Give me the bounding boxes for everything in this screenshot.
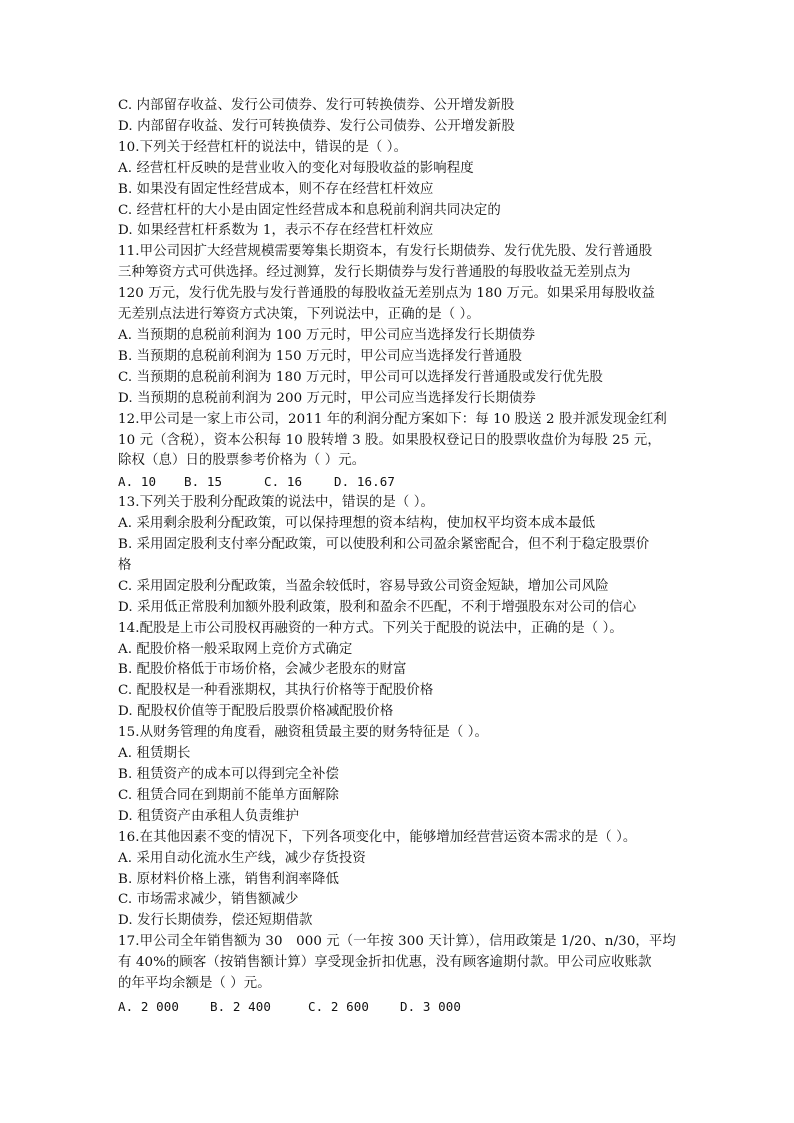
option-d: D. 如果经营杠杆系数为 1，表示不存在经营杠杆效应 — [118, 223, 434, 239]
option-c: C. 市场需求减少，销售额减少 — [118, 892, 299, 908]
option-a: A. 配股价格一般采取网上竞价方式确定 — [118, 641, 353, 657]
option-a: A. 采用自动化流水生产线，减少存货投资 — [118, 850, 366, 866]
text-line: 120 万元，发行优先股与发行普通股的每股收益无差别点为 180 万元。如果采用每股收益 — [118, 286, 655, 302]
option-a: A. 采用剩余股利分配政策，可以保持理想的资本结构，使加权平均资本成本最低 — [118, 516, 596, 532]
text-line: 格 — [118, 557, 132, 573]
option-b: B. 租赁资产的成本可以得到完全补偿 — [118, 767, 340, 782]
option-d: D. 发行长期债券，偿还短期借款 — [118, 913, 313, 929]
text-line: 除权（息）日的股票参考价格为（ ）元。 — [118, 453, 366, 469]
question-17: 17.甲公司全年销售额为 30 000 元（一年按 300 天计算），信用政策是 1/20、n/30，平均 — [118, 934, 676, 950]
question-12-options — [118, 472, 678, 493]
option-a: A. 租赁期长 — [118, 746, 191, 762]
option-b: B. 原材料价格上涨，销售利润率降低 — [118, 871, 340, 887]
question-11: 11.甲公司因扩大经营规模需要筹集长期资本，有发行长期债券、发行优先股、发行普通股 — [118, 244, 653, 260]
option-b: B. 15 — [184, 474, 223, 490]
text-line: D. 内部留存收益、发行可转换债券、发行公司债券、公开增发新股 — [118, 118, 515, 134]
question-13: 13.下列关于股利分配政策的说法中，错误的是（ ）。 — [118, 495, 435, 511]
option-d: D. 16.67 — [334, 474, 396, 490]
option-b: B. 如果没有固定性经营成本，则不存在经营杠杆效应 — [118, 181, 434, 197]
option-d: D. 当预期的息税前利润为 200 万元时，甲公司应当选择发行长期债券 — [118, 390, 536, 406]
question-16: 16.在其他因素不变的情况下，下列各项变化中，能够增加经营营运资本需求的是（ ）。 — [118, 829, 637, 845]
option-b: B. 2 400 — [210, 998, 272, 1014]
option-b: B. 采用固定股利支付率分配政策，可以使股利和公司盈余紧密配合，但不利于稳定股票价 — [118, 537, 650, 553]
text-line: 三种筹资方式可供选择。经过测算，发行长期债券与发行普通股的每股收益无差别点为 — [118, 265, 631, 281]
option-d: D. 租赁资产由承租人负责维护 — [118, 808, 299, 824]
option-a: A. 10 — [118, 474, 157, 490]
option-c: C. 当预期的息税前利润为 180 万元时，甲公司可以选择发行普通股或发行优先股 — [118, 369, 603, 385]
text-line: 的年平均余额是（ ）元。 — [118, 976, 271, 992]
option-c: C. 经营杠杆的大小是由固定性经营成本和息税前利润共同决定的 — [118, 202, 501, 218]
text-line: 无差别点法进行筹资方式决策，下列说法中，正确的是（ ）。 — [118, 307, 480, 323]
option-c: C. 2 600 — [308, 998, 370, 1014]
option-c: C. 配股权是一种看涨期权，其执行价格等于配股价格 — [118, 683, 434, 699]
text-line: 有 40%的顾客（按销售额计算）享受现金折扣优惠，没有顾客逾期付款。甲公司应收账款 — [118, 955, 652, 971]
question-15: 15.从财务管理的角度看，融资租赁最主要的财务特征是（ ）。 — [118, 725, 489, 741]
option-d: D. 配股权价值等于配股后股票价格减配股价格 — [118, 704, 394, 720]
option-a: A. 经营杠杆反映的是营业收入的变化对每股收益的影响程度 — [118, 160, 474, 176]
option-a: A. 2 000 — [118, 998, 180, 1014]
text-line: C. 内部留存收益、发行公司债券、发行可转换债券、公开增发新股 — [118, 98, 515, 113]
option-a: A. 当预期的息税前利润为 100 万元时，甲公司应当选择发行长期债券 — [118, 327, 536, 343]
document-body — [118, 96, 678, 1018]
text-line: 10 元（含税），资本公积每 10 股转增 3 股。如果股权登记日的股票收盘价为每股 25 元， — [118, 432, 661, 448]
question-14: 14.配股是上市公司股权再融资的一种方式。下列关于配股的说法中，正确的是（ ）。 — [118, 620, 623, 636]
question-10: 10.下列关于经营杠杆的说法中，错误的是（ ）。 — [118, 139, 408, 155]
option-b: B. 当预期的息税前利润为 150 万元时，甲公司应当选择发行普通股 — [118, 348, 522, 364]
option-d: D. 3 000 — [400, 998, 462, 1014]
option-c: C. 租赁合同在到期前不能单方面解除 — [118, 787, 339, 803]
option-c: C. 16 — [264, 474, 303, 490]
question-17-options — [118, 997, 678, 1018]
question-12: 12.甲公司是一家上市公司，2011 年的利润分配方案如下：每 10 股送 2 股并派发现金红利 — [118, 411, 667, 427]
option-d: D. 采用低正常股利加额外股利政策，股利和盈余不匹配，不利于增强股东对公司的信心 — [118, 599, 637, 615]
option-c: C. 采用固定股利分配政策，当盈余较低时，容易导致公司资金短缺，增加公司风险 — [118, 578, 609, 594]
option-b: B. 配股价格低于市场价格，会减少老股东的财富 — [118, 662, 407, 678]
